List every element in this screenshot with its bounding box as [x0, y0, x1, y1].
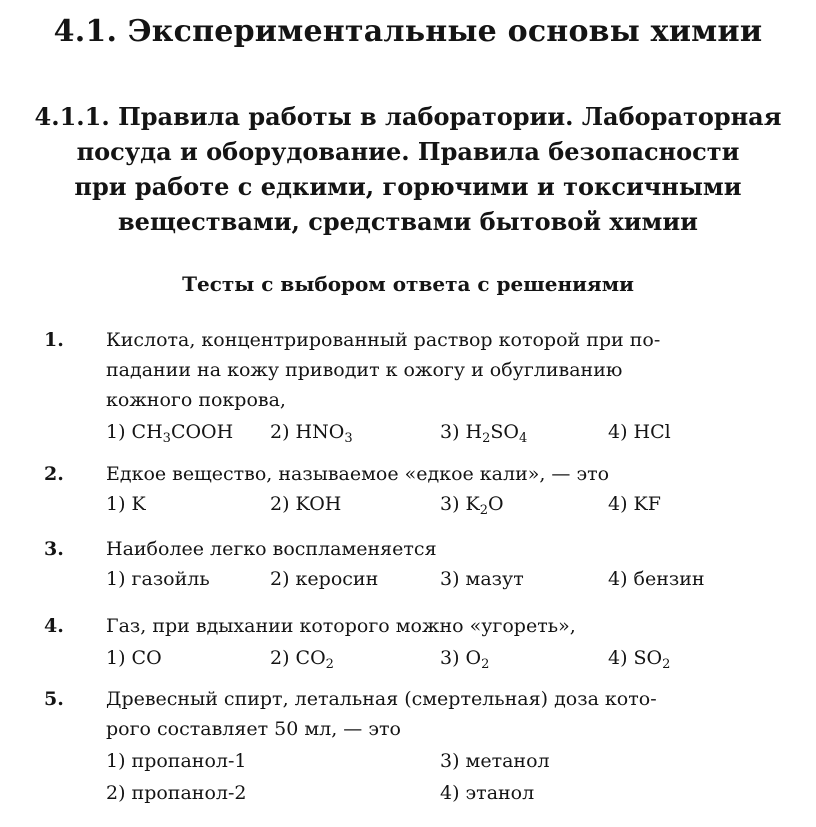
- question-text-line: рого составляет 50 мл, — это: [106, 718, 401, 740]
- question-text-line: кожного покрова,: [106, 389, 286, 411]
- tests-heading: Тесты с выбором ответа с решениями: [182, 272, 634, 296]
- answer-option: 2) $CO_2$: [270, 647, 334, 672]
- question-text-line: Древесный спирт, летальная (смертельная) доза кото-: [106, 688, 657, 710]
- answer-option: 2) керосин: [270, 568, 379, 590]
- question-text-line: Кислота, концентрированный раствор которой при по-: [106, 329, 661, 351]
- answer-option: 4) $SO_2$: [608, 647, 671, 672]
- answer-option: 3) $O_2$: [440, 647, 490, 672]
- answer-option: 1) газойль: [106, 568, 210, 590]
- subsection-title: [0, 99, 816, 239]
- question-number: 2.: [44, 463, 64, 485]
- answer-option: 1) CO: [106, 647, 162, 669]
- question-text-line: падании на кожу приводит к ожогу и обугливанию: [106, 359, 623, 381]
- question-number: 5.: [44, 688, 64, 710]
- answer-option: 4) этанол: [440, 782, 535, 804]
- subsection-title-line: при работе с едкими, горючими и токсичными: [74, 172, 742, 201]
- question-number: 4.: [44, 615, 64, 637]
- question-number: 3.: [44, 538, 64, 560]
- answer-option: 3) метанол: [440, 750, 550, 772]
- answer-option: 2) $HNO_3$: [270, 421, 353, 446]
- answer-option: 4) KF: [608, 493, 661, 515]
- answer-option: 3) $K_2O$: [440, 493, 504, 518]
- subsection-title-line: посуда и оборудование. Правила безопасности: [76, 137, 740, 166]
- answer-option: 1) $CH_3COOH$: [106, 421, 234, 446]
- answer-option: 1) пропанол-1: [106, 750, 247, 772]
- subsection-title-line: 4.1.1. Правила работы в лаборатории. Лабораторная: [34, 102, 782, 131]
- answer-option: 1) K: [106, 493, 146, 515]
- question-text-line: Газ, при вдыхании которого можно «угореть»,: [106, 615, 576, 637]
- subsection-title-line: веществами, средствами бытовой химии: [118, 207, 698, 236]
- question-number: 1.: [44, 329, 64, 351]
- answer-option: 3) $H_2SO_4$: [440, 421, 528, 446]
- answer-option: 3) мазут: [440, 568, 524, 590]
- answer-option: 2) пропанол-2: [106, 782, 247, 804]
- answer-option: 4) бензин: [608, 568, 705, 590]
- section-title: 4.1. Экспериментальные основы химии: [53, 14, 763, 49]
- answer-option: 4) HCl: [608, 421, 671, 443]
- question-text-line: Едкое вещество, называемое «едкое кали», — это: [106, 463, 610, 485]
- answer-option: 2) KOH: [270, 493, 342, 515]
- question-text-line: Наиболее легко воспламеняется: [106, 538, 437, 560]
